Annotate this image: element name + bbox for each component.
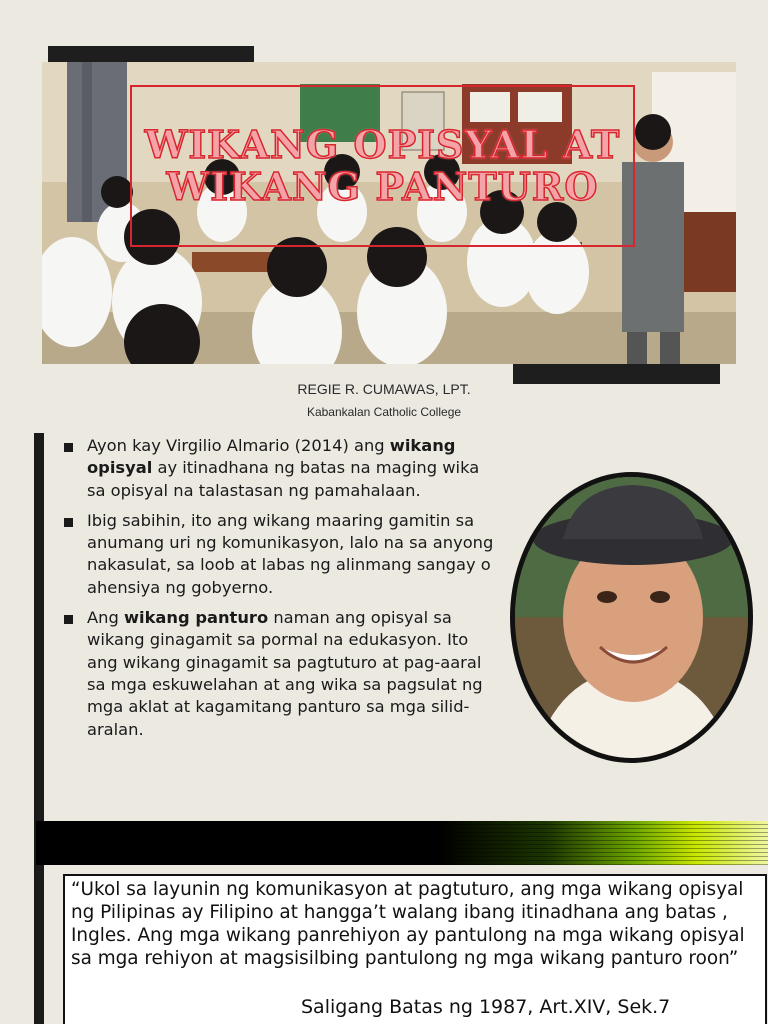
bullet-text: Ayon kay Virgilio Almario (2014) ang <box>87 436 390 455</box>
gradient-lines <box>36 821 768 865</box>
quote-slide <box>0 866 768 1024</box>
constitution-quote: “Ukol sa layunin ng komunikasyon at pagtuturo, ang mga wikang opisyal ng Pilipinas ay Filipino at hangga’t walang ibang itinadhana ang batas , Ingles. Ang mga wikang panrehiyon ay pantulong na mga wikang opisyal sa mga rehiyon at magsisilbing pantulong ng mga wikang panturo roon” <box>71 879 745 969</box>
bullet-bold-term: wikang panturo <box>123 608 269 628</box>
school-name: Kabankalan Catholic College <box>306 405 462 419</box>
bullet-text: Ibig sabihin, ito ang wikang maaring gamitin sa anumang uri ng komunikasyon, lalo na sa anyong nakasulat, sa loob at labas ng alinmang sangay o ahensiya ng gobyerno. <box>87 510 494 597</box>
slide-title: WIKANG OPISYAL AT WIKANG PANTURO <box>144 122 621 209</box>
title-slide <box>0 0 768 432</box>
bullet-text: Ang <box>87 608 124 628</box>
left-rule <box>34 866 44 1024</box>
portrait-photo <box>515 477 748 758</box>
bullet-square-icon <box>64 615 73 624</box>
top-accent-bar <box>48 46 254 62</box>
bullet-text: naman ang opisyal sa wikang ginagamit sa pormal na edukasyon. Ito ang wikang ginagamit sa pagtuturo at pag-aaral sa mga eskuwelahan at ang wika sa pagsulat ng mga aklat at kagamitang panturo sa mga silid-aralan. <box>87 608 483 739</box>
quote-box <box>63 874 767 1024</box>
bullet-square-icon <box>64 443 73 452</box>
bullet-list <box>62 435 502 749</box>
bullet-square-icon <box>64 518 73 527</box>
quote-citation: Saligang Batas ng 1987, Art.XIV, Sek.7 <box>301 996 671 1018</box>
bullet-text: ay itinadhana ng batas na maging wika sa opisyal na talastasan ng pamahalaan. <box>87 458 480 500</box>
content-slide <box>0 433 768 866</box>
gradient-divider-bar <box>36 821 768 865</box>
bullet-bold-term: wikang opisyal <box>87 436 456 478</box>
left-rule <box>34 433 44 866</box>
author-name: REGIE R. CUMAWAS, LPT. <box>297 381 471 397</box>
bullet-item <box>62 607 502 741</box>
bullet-item <box>62 435 502 502</box>
bullet-item <box>62 510 502 599</box>
title-frame <box>130 85 635 247</box>
